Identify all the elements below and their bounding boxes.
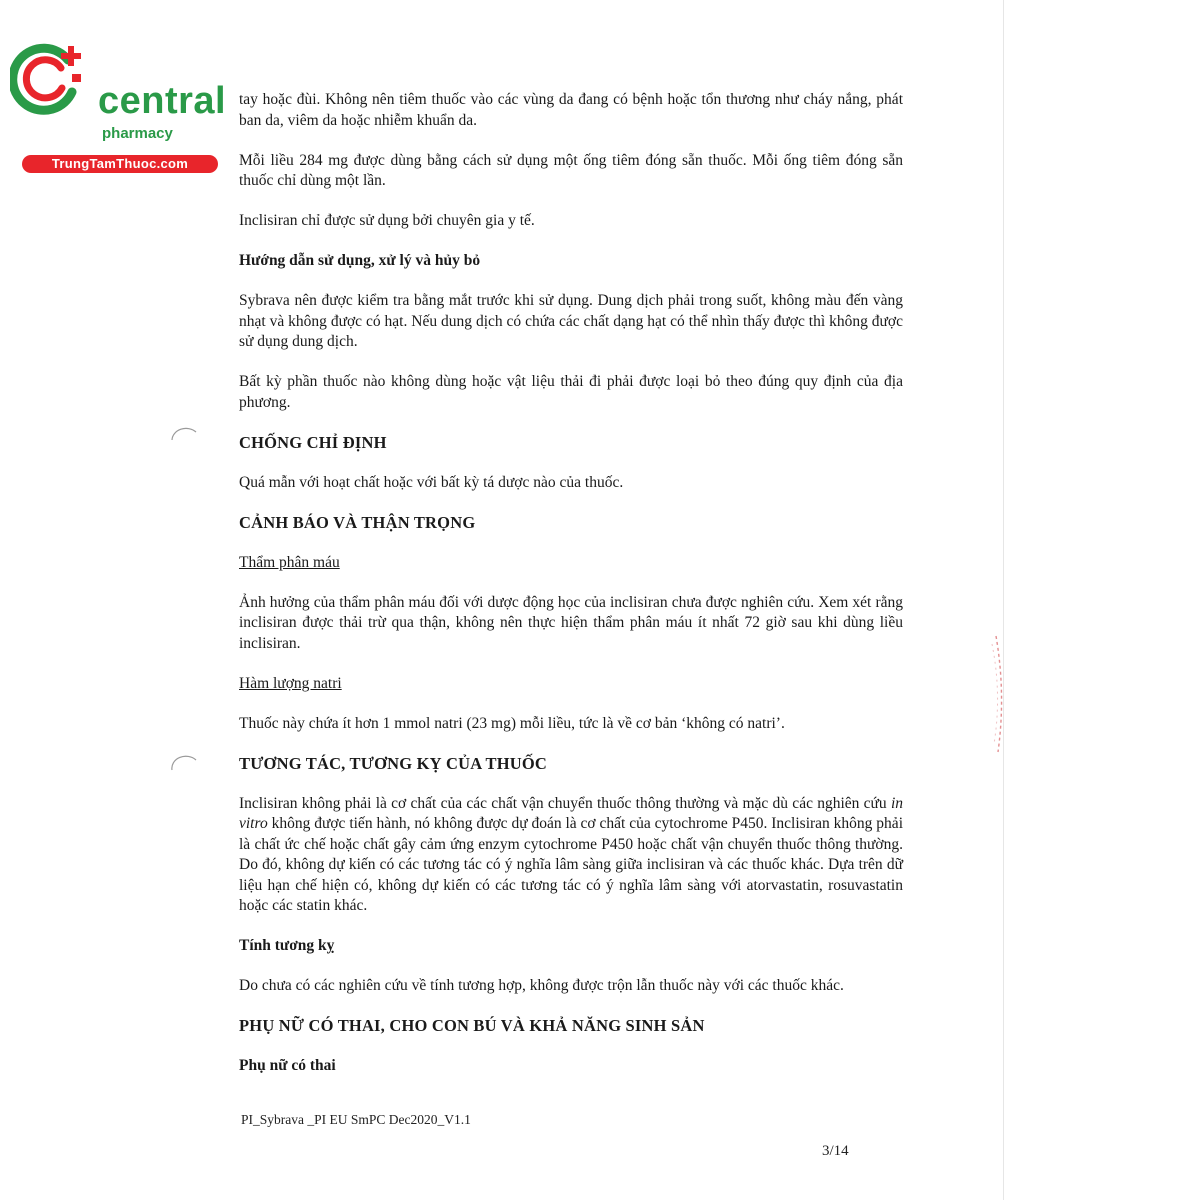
page-edge-line [1003,0,1004,1200]
paragraph-text: không được tiến hành, nó không được dự đoán là cơ chất của cytochrome P450. Inclisiran không phải là chất ức chế hoặc chất gây cảm ứng enzym cytochrome P450 hoặc chất vận chuyển thuốc thông thường. Do đó, không dự kiến có các tương tác có ý nghĩa lâm sàng giữa inclisiran và các thuốc khác. Dựa trên dữ liệu hạn chế hiện có, không dự kiến có các tương tác có ý nghĩa lâm sàng với atorvastatin, rosuvastatin hoặc các statin khác. [239,815,903,914]
body-paragraph: Bất kỳ phần thuốc nào không dùng hoặc vật liệu thải đi phải được loại bỏ theo đúng quy định của địa phương. [239,373,903,411]
body-paragraph: Ảnh hưởng của thẩm phân máu đối với dược động học của inclisiran chưa được nghiên cứu. Xem xét rằng inclisiran được thải trừ qua thận, không nên thực hiện thẩm phân máu ít nhất 72 giờ sau khi dùng liều inclisiran. [239,593,903,652]
central-logo-icon [10,38,96,118]
body-paragraph: Mỗi liều 284 mg được dùng bằng cách sử dụng một ống tiêm đóng sẵn thuốc. Mỗi ống tiêm đóng sẵn thuốc chỉ dùng một lần. [239,151,903,189]
document-code: PI_Sybrava _PI EU SmPC Dec2020_V1.1 [241,1112,471,1127]
punch-hole-mark [170,424,198,452]
red-stamp-mark [990,634,1008,754]
section-heading: PHỤ NỮ CÓ THAI, CHO CON BÚ VÀ KHẢ NĂNG SINH SẢN [239,1016,705,1035]
central-pharmacy-logo[interactable] [10,38,227,171]
underlined-subheading: Thẩm phân máu [239,553,340,571]
body-paragraph: Inclisiran chỉ được sử dụng bởi chuyên gia y tế. [239,212,535,229]
paragraph-text: Inclisiran không phải là cơ chất của các chất vận chuyển thuốc thông thường và mặc dù các nghiên cứu [239,794,891,812]
page-number: 3/14 [822,1143,849,1159]
brand-site-link[interactable]: TrungTamThuoc.com [22,155,218,173]
subsection-heading: Hướng dẫn sử dụng, xử lý và hủy bỏ [239,252,481,269]
underlined-subheading: Hàm lượng natri [239,674,342,692]
body-paragraph: tay hoặc đùi. Không nên tiêm thuốc vào các vùng da đang có bệnh hoặc tổn thương như cháy nắng, phát ban da, viêm da hoặc nhiễm khuẩn da. [239,91,903,129]
body-paragraph: Sybrava nên được kiểm tra bằng mắt trước khi sử dụng. Dung dịch phải trong suốt, không màu đến vàng nhạt và không được có hạt. Nếu dung dịch có chứa các chất dạng hạt có thể nhìn thấy được thì không được sử dụng dung dịch. [239,292,903,350]
section-heading: CẢNH BÁO VÀ THẬN TRỌNG [239,512,476,532]
body-paragraph: Thuốc này chứa ít hơn 1 mmol natri (23 mg) mỗi liều, tức là về cơ bản ‘không có natri’. [239,714,785,732]
section-heading: CHỐNG CHỈ ĐỊNH [239,432,387,452]
body-paragraph: Do chưa có các nghiên cứu về tính tương hợp, không được trộn lẫn thuốc này với các thuốc khác. [239,977,844,994]
brand-name: central [98,80,227,122]
subsection-heading: Tính tương kỵ [239,937,335,954]
document-body [239,90,903,1096]
italic-term: in vitro [239,794,903,832]
subsection-heading: Phụ nữ có thai [239,1057,336,1074]
brand-tagline: pharmacy [102,125,173,142]
body-paragraph [239,794,903,917]
body-paragraph: Quá mẫn với hoạt chất hoặc với bất kỳ tá dược nào của thuốc. [239,473,624,491]
punch-hole-mark [170,752,198,780]
section-heading: TƯƠNG TÁC, TƯƠNG KỴ CỦA THUỐC [239,753,548,773]
